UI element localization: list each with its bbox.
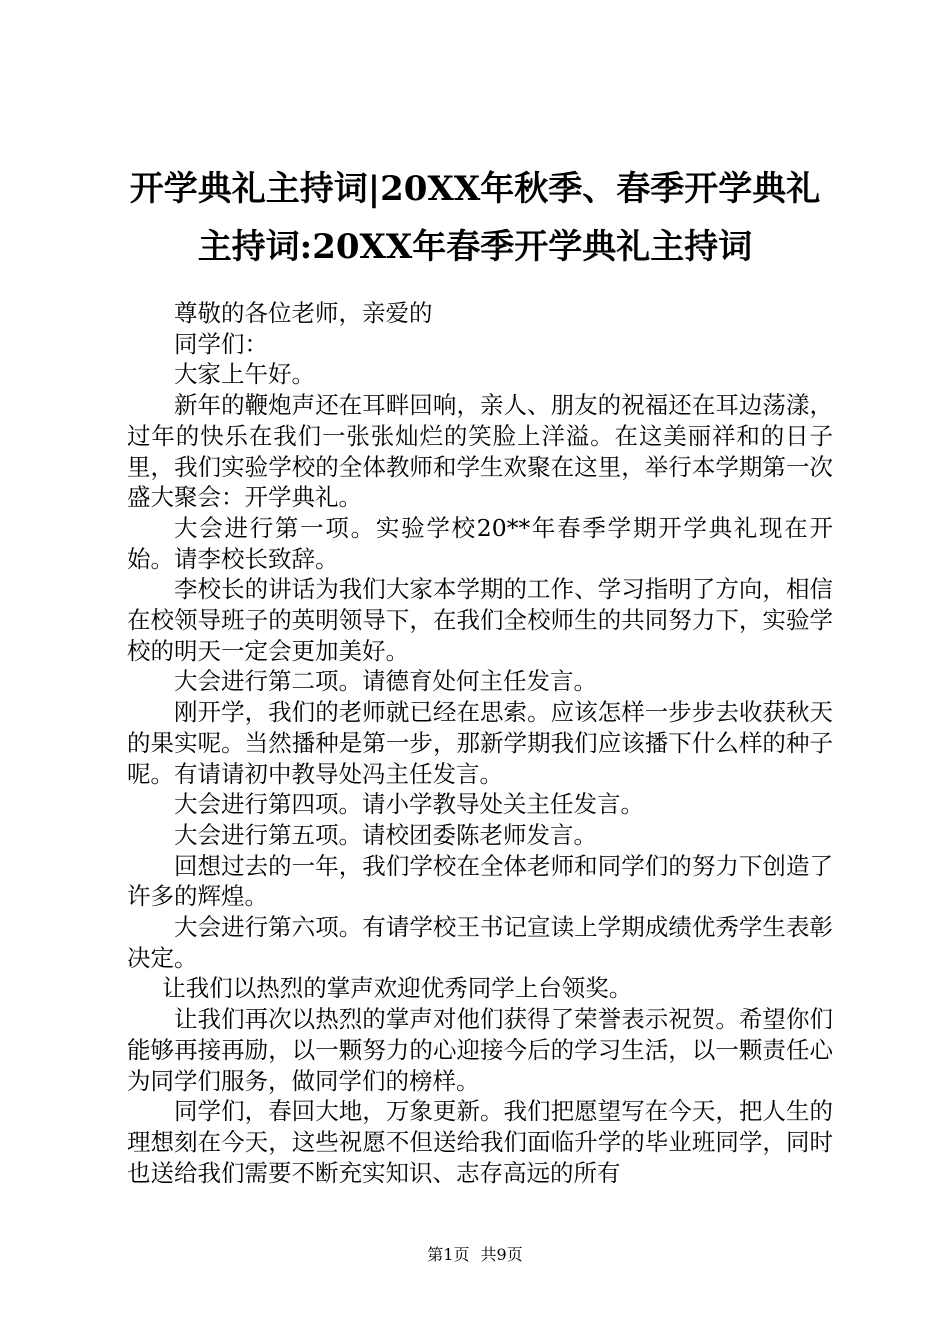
title-line-1: 开学典礼主持词|20XX年秋季、春季开学典礼 bbox=[129, 169, 821, 209]
paragraph: 刚开学，我们的老师就已经在思索。应该怎样一步步去收获秋天的果实呢。当然播种是第一步，那新学期我们应该播下什么样的种子呢。有请请初中教导处冯主任发言。 bbox=[127, 698, 833, 788]
paragraph: 大会进行第一项。实验学校20**年春季学期开学典礼现在开始。请李校长致辞。 bbox=[127, 513, 833, 573]
page-number: 第1页 bbox=[427, 1245, 470, 1264]
page-footer bbox=[0, 1245, 950, 1265]
paragraph: 李校长的讲话为我们大家本学期的工作、学习指明了方向，相信在校领导班子的英明领导下，在我们全校师生的共同努力下，实验学校的明天一定会更加美好。 bbox=[127, 575, 833, 665]
paragraph: 大会进行第四项。请小学教导处关主任发言。 bbox=[174, 790, 644, 819]
paragraph: 让我们再次以热烈的掌声对他们获得了荣誉表示祝贺。希望你们能够再接再励，以一颗努力的心迎接今后的学习生活，以一颗责任心为同学们服务，做同学们的榜样。 bbox=[127, 1005, 833, 1095]
paragraph: 回想过去的一年，我们学校在全体老师和同学们的努力下创造了许多的辉煌。 bbox=[127, 851, 833, 911]
paragraph-salutation-cont: 同学们： bbox=[174, 329, 268, 358]
paragraph: 大会进行第二项。请德育处何主任发言。 bbox=[174, 667, 597, 696]
title-line-2: 主持词:20XX年春季开学典礼主持词 bbox=[197, 227, 753, 267]
paragraph: 大会进行第六项。有请学校王书记宣读上学期成绩优秀学生表彰决定。 bbox=[127, 913, 833, 972]
paragraph: 新年的鞭炮声还在耳畔回响，亲人、朋友的祝福还在耳边荡漾，过年的快乐在我们一张张灿烂的笑脸上洋溢。在这美丽祥和的日子里，我们实验学校的全体教师和学生欢聚在这里，举行本学期第一次盛大聚会：开学典礼。 bbox=[127, 391, 833, 512]
page-total: 共9页 bbox=[480, 1245, 523, 1264]
paragraph-salutation: 尊敬的各位老师，亲爱的 bbox=[174, 299, 433, 327]
document-body bbox=[127, 298, 833, 1188]
paragraph: 大会进行第五项。请校团委陈老师发言。 bbox=[174, 820, 597, 849]
paragraph: 同学们，春回大地，万象更新。我们把愿望写在今天，把人生的理想刻在今天，这些祝愿不但送给我们面临升学的毕业班同学，同时也送给我们需要不断充实知识、志存高远的所有 bbox=[127, 1097, 833, 1187]
paragraph: 让我们以热烈的掌声欢迎优秀同学上台领奖。 bbox=[162, 974, 633, 1003]
paragraph-greeting: 大家上午好。 bbox=[174, 360, 315, 389]
document-title bbox=[120, 160, 830, 276]
